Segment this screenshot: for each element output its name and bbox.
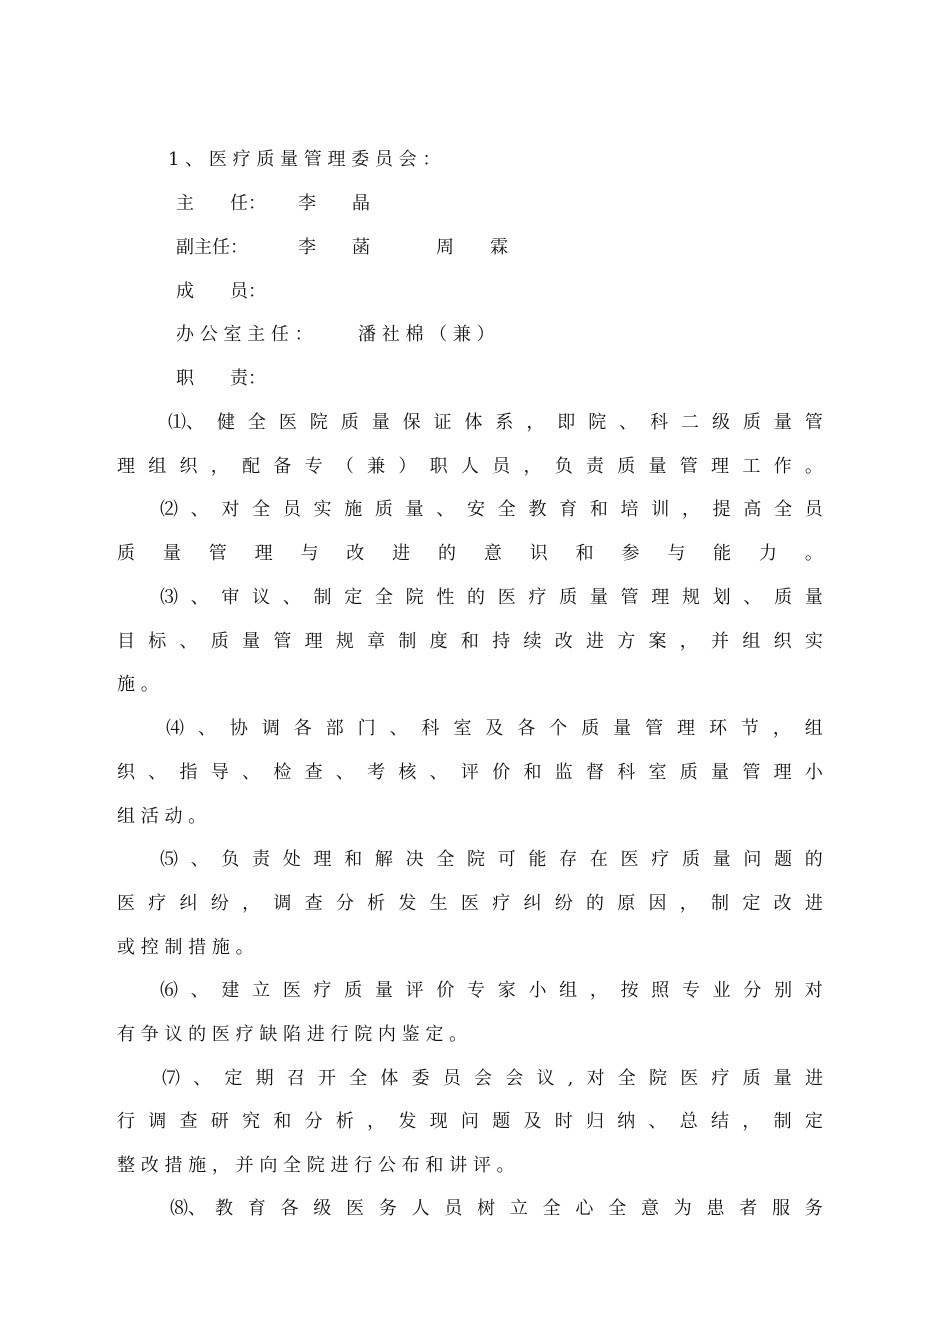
duty-item-7-line-3: 整 改 措 施 ， 并 向 全 院 进 行 公 布 和 讲 评 。 [117, 1155, 515, 1176]
duty-item-3-line-2: 目 标 、 质 量 管 理 规 章 制 度 和 持 续 改 进 方 案 ， 并 组 织 实 [117, 631, 823, 652]
duty-item-4-line-3: 组 活 动 。 [117, 806, 207, 827]
duty-item-2-line-1: ⑵ 、 对 全 员 实 施 质 量 、 安 全 教 育 和 培 训 ， 提 高 全 员 [160, 499, 823, 520]
duties-label: 职 责： [176, 368, 266, 389]
duty-item-1-line-2: 理 组 织 ， 配 备 专 （ 兼 ） 职 人 员 ， 负 责 质 量 管 理 工 作 。 [117, 456, 823, 477]
deputy-name-1: 李 菡 [298, 237, 370, 258]
director-name: 李 晶 [298, 193, 370, 214]
duty-item-5-line-3: 或 控 制 措 施 。 [117, 937, 254, 958]
section-heading: 1 、 医 疗 质 量 管 理 委 员 会 ： [168, 149, 441, 170]
duty-item-2-line-2: 质 量 管 理 与 改 进 的 意 识 和 参 与 能 力 。 [117, 543, 823, 564]
duty-item-3-line-3: 施 。 [117, 674, 159, 695]
duty-item-8-line-1: ⑻、 教 育 各 级 医 务 人 员 树 立 全 心 全 意 为 患 者 服 务 [170, 1198, 823, 1219]
deputy-name-2: 周 霖 [436, 237, 508, 258]
office-name: 潘 社 棉 （ 兼 ） [358, 324, 495, 345]
director-label: 主 任： [176, 193, 266, 214]
duty-item-6-line-1: ⑹ 、 建 立 医 疗 质 量 评 价 专 家 小 组 ， 按 照 专 业 分 别 对 [160, 980, 823, 1001]
duty-item-4-line-2: 织 、 指 导 、 检 查 、 考 核 、 评 价 和 监 督 科 室 质 量 管 理 小 [117, 762, 823, 783]
duty-item-5-line-2: 医 疗 纠 纷 ， 调 查 分 析 发 生 医 疗 纠 纷 的 原 因 ， 制 定 改 进 [117, 893, 823, 914]
deputy-label: 副主任： [176, 237, 248, 258]
duty-item-1-line-1: ⑴、 健 全 医 院 质 量 保 证 体 系 ， 即 院 、 科 二 级 质 量 管 [168, 412, 823, 433]
duty-item-7-line-1: ⑺ 、 定 期 召 开 全 体 委 员 会 会 议 , 对 全 院 医 疗 质 量 进 [162, 1068, 823, 1089]
office-label: 办 公 室 主 任 ： [176, 324, 313, 345]
duty-item-3-line-1: ⑶ 、 审 议 、 制 定 全 院 性 的 医 疗 质 量 管 理 规 划 、 质 量 [160, 587, 823, 608]
duty-item-5-line-1: ⑸ 、 负 责 处 理 和 解 决 全 院 可 能 存 在 医 疗 质 量 问 题 的 [160, 849, 823, 870]
members-label: 成 员： [176, 281, 266, 302]
duty-item-4-line-1: ⑷ 、 协 调 各 部 门 、 科 室 及 各 个 质 量 管 理 环 节 ， 组 [166, 718, 823, 739]
duty-item-6-line-2: 有 争 议 的 医 疗 缺 陷 进 行 院 内 鉴 定 。 [117, 1024, 468, 1045]
duty-item-7-line-2: 行 调 查 研 究 和 分 析 ， 发 现 问 题 及 时 归 纳 、 总 结 ， 制 定 [117, 1111, 823, 1132]
